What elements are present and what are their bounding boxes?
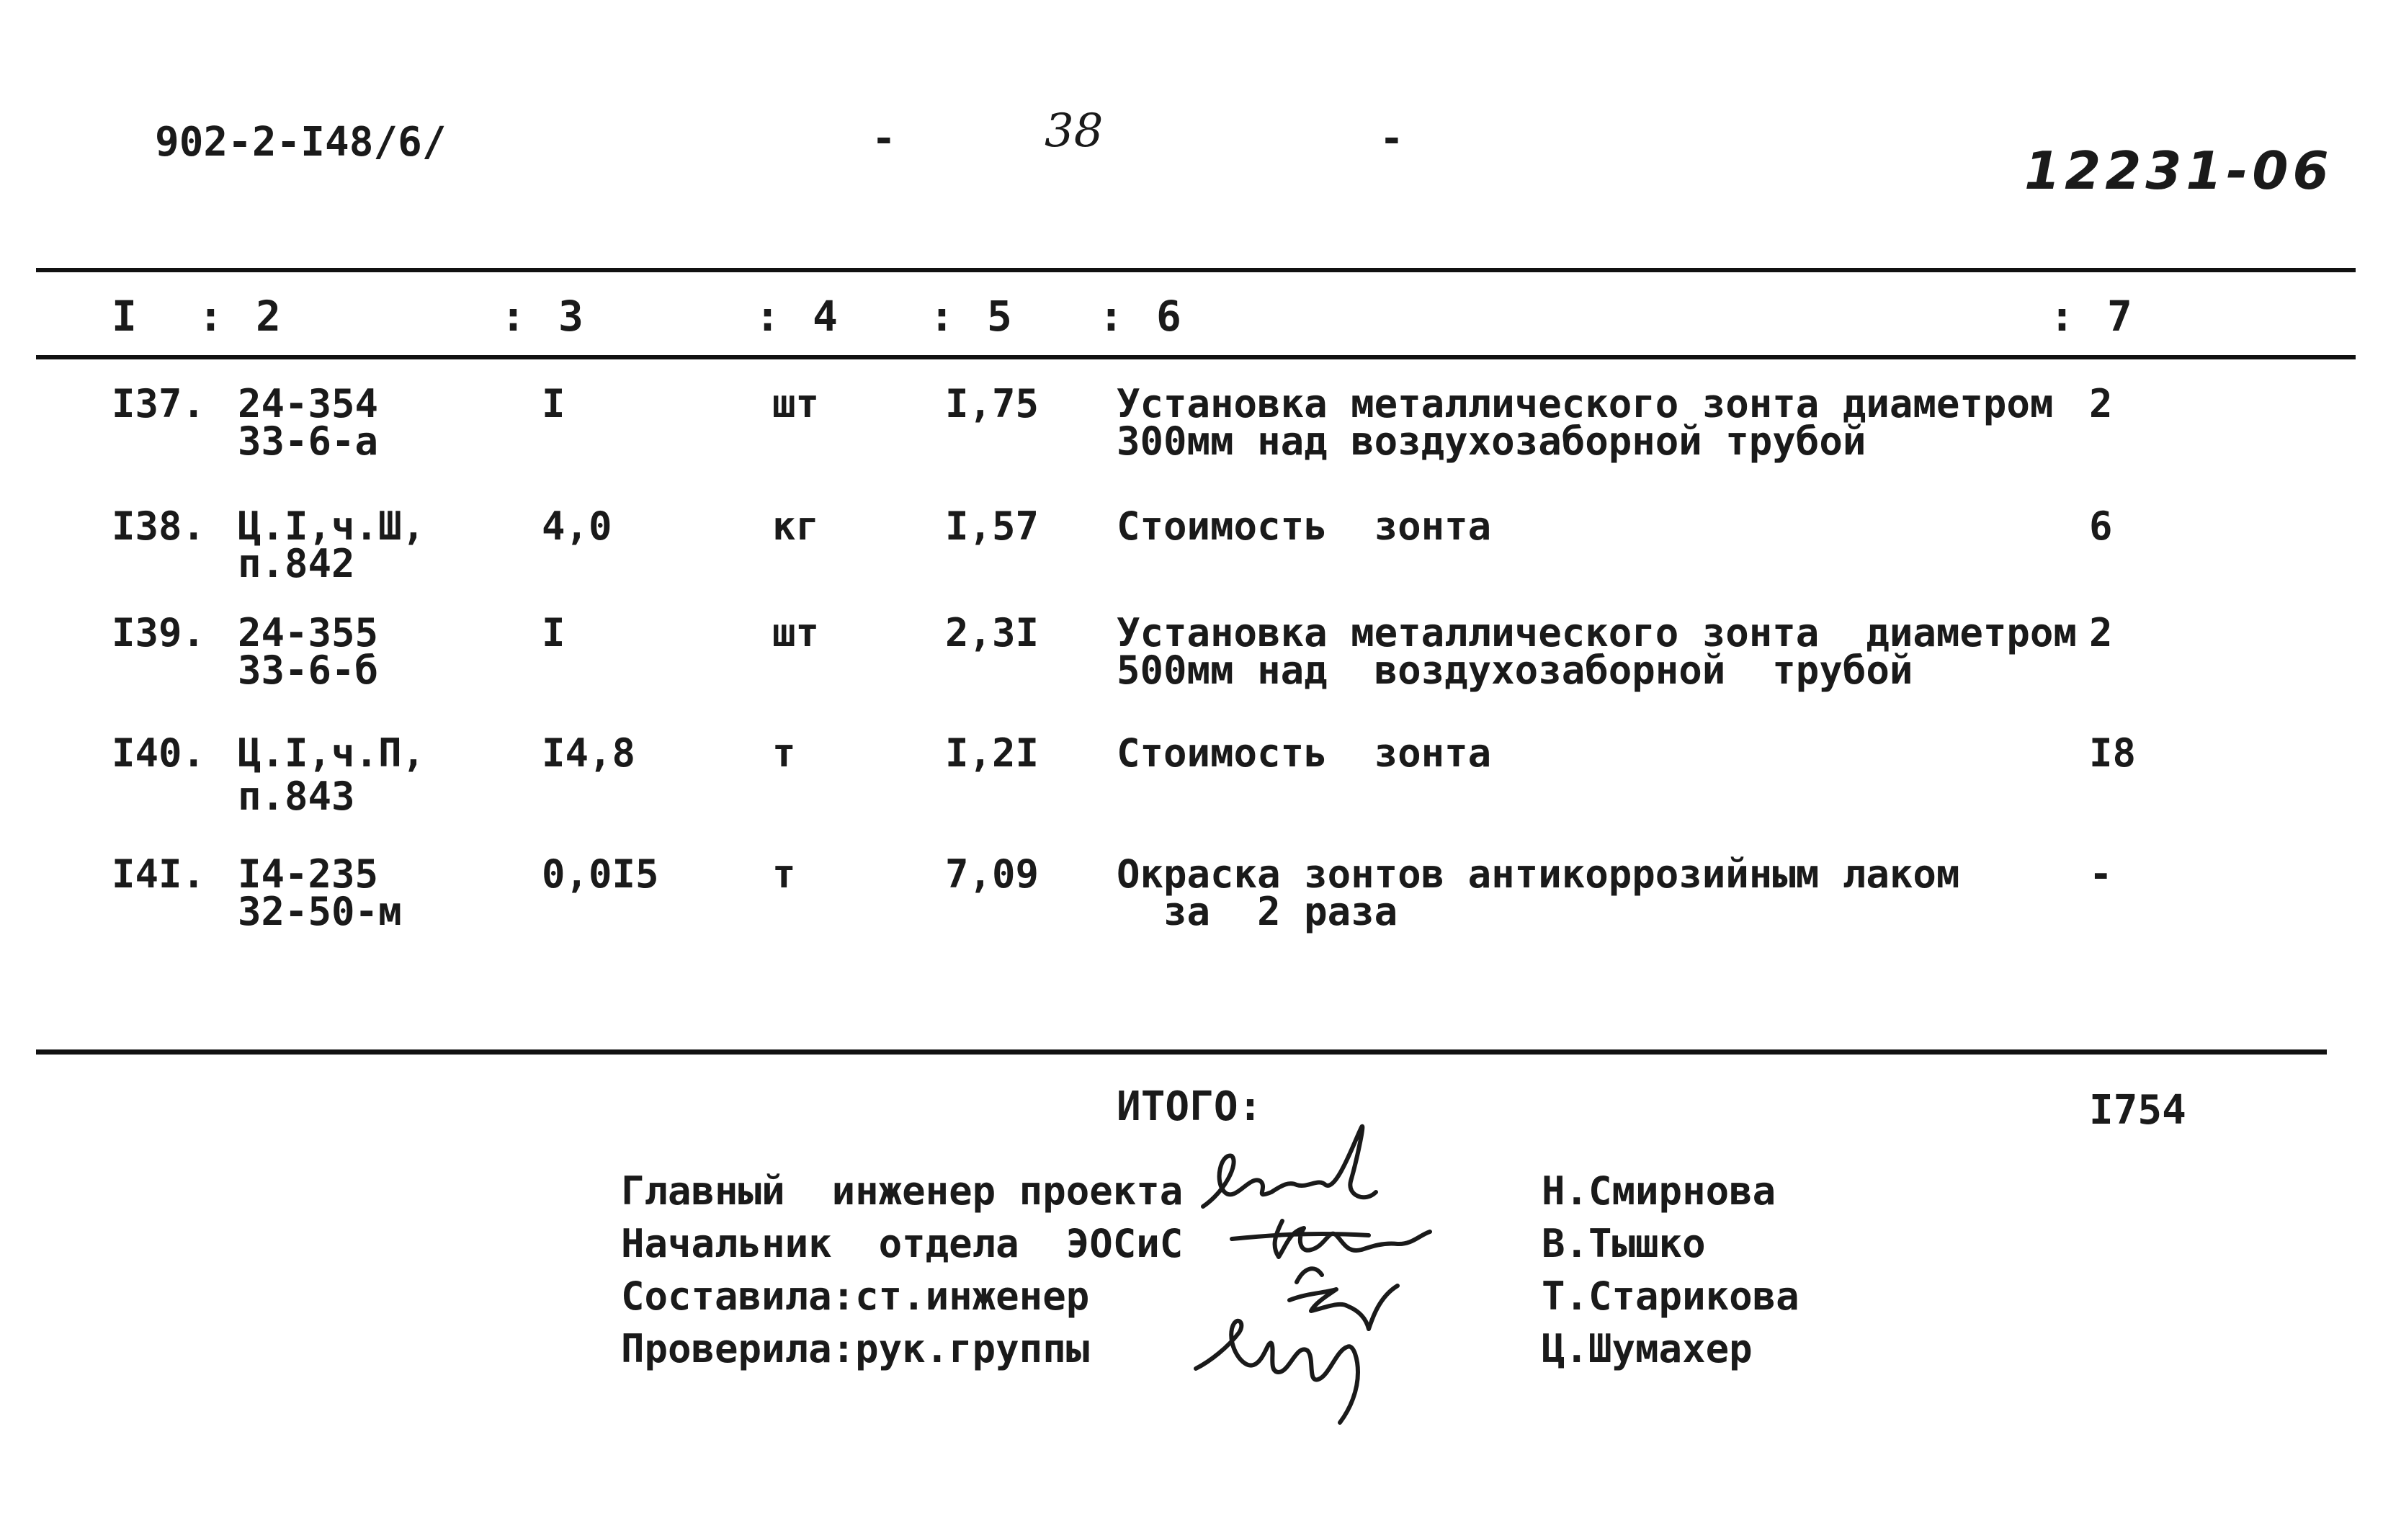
column-header-2: 2 xyxy=(256,292,281,341)
description: Стоимость зонта xyxy=(1117,503,1492,549)
page-number: 38 xyxy=(1045,104,1104,158)
description: Окраска зонтов антикоррозийным лаком xyxy=(1117,851,1960,897)
handwritten-signatures xyxy=(1181,1113,1498,1444)
row-number: I39. xyxy=(112,610,206,655)
quantity: I xyxy=(542,610,565,655)
total-cost: 2 xyxy=(2089,381,2113,426)
signatory-role: Проверила:рук.группы xyxy=(621,1326,1090,1371)
norm-code: 24-354 xyxy=(238,381,379,426)
signature-4 xyxy=(1196,1321,1358,1423)
description: Стоимость зонта xyxy=(1117,730,1492,776)
norm-code-line2: 33-6-а xyxy=(238,418,379,464)
column-header-7: 7 xyxy=(2107,292,2132,341)
signatory-role: Главный инженер проекта xyxy=(621,1168,1184,1214)
column-header-5: 5 xyxy=(987,292,1012,341)
unit: кг xyxy=(772,503,820,549)
archive-code: 12231-06 xyxy=(2024,140,2333,201)
unit-price: 7,09 xyxy=(945,851,1040,897)
column-separator: : xyxy=(929,292,954,341)
signatory-name: В.Тышко xyxy=(1542,1221,1706,1266)
unit: шт xyxy=(772,610,820,655)
total-cost: - xyxy=(2089,851,2113,897)
column-header-4: 4 xyxy=(813,292,838,341)
unit: шт xyxy=(772,381,820,426)
signatory-name: Т.Старикова xyxy=(1542,1273,1799,1319)
column-header-6: 6 xyxy=(1156,292,1181,341)
column-separator: : xyxy=(198,292,223,341)
norm-code-line2: 33-6-б xyxy=(238,648,379,693)
signatory-name: Н.Смирнова xyxy=(1542,1168,1776,1214)
signature-3 xyxy=(1289,1268,1398,1329)
column-separator: : xyxy=(1099,292,1124,341)
document-code: 902-2-I48/6/ xyxy=(155,119,447,166)
column-header-1: I xyxy=(112,292,137,341)
norm-code: 24-355 xyxy=(238,610,379,655)
signatory-role: Начальник отдела ЭОСиС xyxy=(621,1221,1184,1266)
quantity: 4,0 xyxy=(542,503,612,549)
unit: т xyxy=(772,730,796,776)
quantity: I4,8 xyxy=(542,730,636,776)
row-number: I38. xyxy=(112,503,206,549)
description-line2: за 2 раза xyxy=(1117,889,1398,934)
signatory-name: Ц.Шумахер xyxy=(1542,1326,1753,1371)
signature-1 xyxy=(1203,1127,1376,1207)
signature-2 xyxy=(1232,1221,1430,1257)
norm-code: Ц.I,ч.Ш, xyxy=(238,503,426,549)
norm-code-line2: п.842 xyxy=(238,541,355,586)
page-dash-right: - xyxy=(1380,115,1404,162)
unit-price: I,2I xyxy=(945,730,1040,776)
description-line2: 500мм над воздухозаборной трубой xyxy=(1117,648,1913,693)
table-header-rule xyxy=(36,355,2356,359)
norm-code: I4-235 xyxy=(238,851,379,897)
quantity: I xyxy=(542,381,565,426)
signatory-role: Составила:ст.инженер xyxy=(621,1273,1090,1319)
column-separator: : xyxy=(501,292,526,341)
total-value: I754 xyxy=(2089,1087,2186,1134)
row-number: I40. xyxy=(112,730,206,776)
unit: т xyxy=(772,851,796,897)
unit-price: I,57 xyxy=(945,503,1040,549)
row-number: I37. xyxy=(112,381,206,426)
total-label: ИТОГО: xyxy=(1117,1083,1263,1130)
table-top-rule xyxy=(36,268,2356,272)
quantity: 0,0I5 xyxy=(542,851,659,897)
table-bottom-rule xyxy=(36,1049,2327,1055)
total-cost: I8 xyxy=(2089,730,2137,776)
norm-code-line2: п.843 xyxy=(238,774,355,819)
row-number: I4I. xyxy=(112,851,206,897)
total-cost: 6 xyxy=(2089,503,2113,549)
total-cost: 2 xyxy=(2089,610,2113,655)
unit-price: 2,3I xyxy=(945,610,1040,655)
column-separator: : xyxy=(2049,292,2075,341)
unit-price: I,75 xyxy=(945,381,1040,426)
column-header-3: 3 xyxy=(558,292,584,341)
description: Установка металлического зонта диаметром xyxy=(1117,610,2077,655)
page-dash-left: - xyxy=(872,115,896,162)
column-separator: : xyxy=(755,292,780,341)
norm-code-line2: 32-50-м xyxy=(238,889,402,934)
norm-code: Ц.I,ч.П, xyxy=(238,730,426,776)
description: Установка металлического зонта диаметром xyxy=(1117,381,2054,426)
description-line2: 300мм над воздухозаборной трубой xyxy=(1117,418,1866,464)
